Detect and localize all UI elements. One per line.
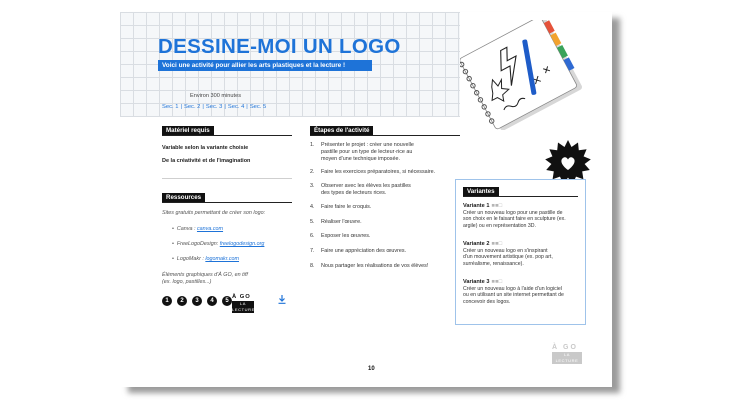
subtitle-banner: Voici une activité pour allier les arts plastiques et la lecture ! <box>158 60 372 71</box>
variante-text: Créer un nouveau logo en s'inspirant d'un mouvement artistique (ex. pop art, surréalisme, renaissance). <box>463 248 553 267</box>
pastille-icons <box>162 296 232 306</box>
resource-link-logomakr[interactable]: • LogoMakr : logomakr.com <box>172 256 240 262</box>
download-icon[interactable] <box>278 295 286 306</box>
variantes-box <box>455 179 586 325</box>
section-link[interactable]: Sec. 2 <box>183 104 201 110</box>
ago-logo[interactable]: À GO LA LECTURE <box>232 294 255 312</box>
step-item: 1. Présenter le projet : créer une nouvelle pastille pour un type de lecteur·rice au moyen d'une technique imposée. <box>310 142 414 162</box>
pastille-icon[interactable]: 2 <box>177 296 187 306</box>
etapes-rule <box>310 135 460 136</box>
variantes-rule <box>463 196 578 197</box>
variante-text: Créer un nouveau logo à l'aide d'un logiciel ou en utilisant un site internet permettant de concevoir des logos. <box>463 286 564 305</box>
variante-title: Variante 1 ■■□ <box>463 203 503 209</box>
page-number: 10 <box>368 366 375 372</box>
steps-list <box>310 142 460 270</box>
step-item: 2. Faire les exercices préparatoires, si nécessaire. <box>310 169 436 176</box>
pastille-icon[interactable]: 3 <box>192 296 202 306</box>
ressources-rule <box>162 202 292 203</box>
variante-title: Variante 3 ■■□ <box>463 279 503 285</box>
document-page <box>120 12 612 387</box>
elements-text-2: (ex. logo, pastilles...) <box>162 279 212 285</box>
step-item: 3. Observer avec les élèves les pastilles des types de lecteurs rices. <box>310 183 411 196</box>
etapes-heading: Étapes de l'activité <box>310 126 373 135</box>
ressources-intro: Sites gratuits permettant de créer son logo: <box>162 210 266 216</box>
step-item: 7. Faire une appréciation des œuvres. <box>310 248 407 255</box>
section-links: Sec. 1 | Sec. 2 | Sec. 3 | Sec. 4 | Sec. 5 <box>162 104 267 110</box>
step-item: 5. Réaliser l'œuvre. <box>310 218 362 225</box>
divider <box>162 178 292 179</box>
step-item: 4. Faire faire le croquis. <box>310 203 372 210</box>
section-link[interactable]: Sec. 5 <box>249 104 267 110</box>
materiel-item: De la créativité et de l'imagination <box>162 158 251 164</box>
pastille-icon[interactable]: 1 <box>162 296 172 306</box>
footer-logo: À GO LA LECTURE <box>552 344 582 364</box>
elements-text: Éléments graphiques d'À GO, en tiff <box>162 272 248 278</box>
variante-text: Créer un nouveau logo pour une pastille de son choix en le faisant faire en sculpture (ex. argile) ou en représentation 3D. <box>463 210 566 229</box>
resource-link-canva[interactable]: • Canva : canva.com <box>172 226 224 232</box>
materiel-rule <box>162 135 292 136</box>
section-link[interactable]: Sec. 4 <box>227 104 245 110</box>
step-item: 6. Exposer les œuvres. <box>310 233 371 240</box>
page-title: DESSINE-MOI UN LOGO <box>158 35 401 58</box>
resource-link-freelogodesign[interactable]: • FreeLogoDesign: freelogodesign.org <box>172 241 265 247</box>
notebook-illustration <box>460 20 590 130</box>
step-item: 8. Nous partager les réalisations de vos élèves! <box>310 262 429 269</box>
section-link[interactable]: Sec. 1 <box>162 104 179 110</box>
materiel-item: Variable selon la variante choisie <box>162 145 249 151</box>
pastille-icon[interactable]: 5 <box>222 296 232 306</box>
ressources-heading: Ressources <box>162 193 205 202</box>
section-link[interactable]: Sec. 3 <box>205 104 223 110</box>
materiel-heading: Matériel requis <box>162 126 214 135</box>
variante-title: Variante 2 ■■□ <box>463 241 503 247</box>
variantes-heading: Variantes <box>463 187 499 196</box>
pastille-icon[interactable]: 4 <box>207 296 217 306</box>
duration-text: Environ 300 minutes <box>190 93 241 99</box>
